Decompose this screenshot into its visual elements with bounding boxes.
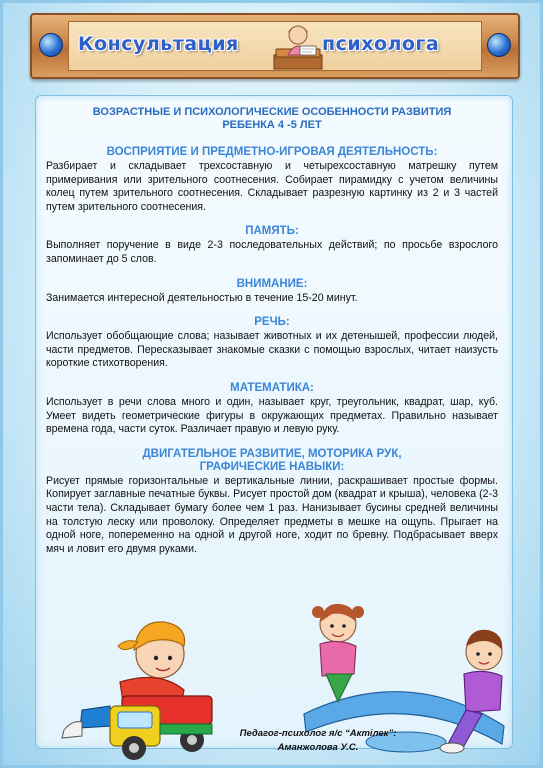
section-heading-motor-line1: ДВИГАТЕЛЬНОЕ РАЗВИТИЕ, МОТОРИКА РУК, [142, 447, 402, 460]
author-role: Педагог-психолог я/с “Актілек”: [239, 728, 397, 739]
author-signature [218, 727, 418, 755]
title-word-consultation: Консультация [78, 33, 239, 55]
header-banner [30, 13, 520, 79]
article [46, 106, 498, 556]
article-title [46, 106, 498, 132]
section-heading-math: МАТЕМАТИКА: [230, 381, 314, 394]
section-heading-memory: ПАМЯТЬ: [245, 225, 299, 238]
teacher-at-desk-icon [268, 19, 328, 71]
section-heading-perception: ВОСПРИЯТИЕ И ПРЕДМЕТНО-ИГРОВАЯ ДЕЯТЕЛЬНОСТЬ: [106, 146, 438, 158]
section-text-perception: Разбирает и складывает трехсоставную и четырехсоставную матрешку путем примеривания или зрительного соотнесения. Собирает пирамидку с учетом величины колец путем зрительного соотнесения. Складывает разрезную картинку из 2 и 3 частей путем зрительного соотнесения. [46, 160, 498, 213]
article-title-line2: РЕБЕНКА 4 -5 ЛЕТ [222, 119, 322, 131]
section-text-motor: Рисует прямые горизонтальные и вертикальные линии, раскрашивает простые формы. Копирует заглавные печатные буквы. Рисует простой дом (квадрат и крыша), человека (2-3 части тела). Складывает бумагу более чем 1 раз. Нанизывает бусины средней величины на толстую леску или проволоку. Определяет предметы в мешке на ощупь. Прыгает на одной ноге, попеременно на одной и другой ноге, ходит по бревну. Подбрасывает вверх мяч и ловит его двумя руками. [46, 474, 498, 555]
author-name: Аманжолова У.С. [277, 742, 359, 753]
section-heading-speech: РЕЧЬ: [254, 316, 290, 329]
title-word-psychologist: психолога [322, 33, 440, 55]
bolt-icon [487, 33, 511, 57]
section-text-math: Использует в речи слова много и один, называет круг, треугольник, квадрат, шар, куб. Умеет видеть геометрические фигуры в окружающих предметах. Правильно называет времена года, части суток. Различает правую и левую руку. [46, 395, 498, 436]
article-title-line1: ВОЗРАСТНЫЕ И ПСИХОЛОГИЧЕСКИЕ ОСОБЕННОСТИ РАЗВИТИЯ [92, 106, 452, 118]
boy-with-truck-illustration [52, 612, 222, 762]
section-heading-motor [46, 448, 498, 474]
section-heading-attention: ВНИМАНИЕ: [236, 277, 308, 290]
section-text-attention: Занимается интересной деятельностью в течение 15-20 минут. [46, 291, 358, 304]
section-text-memory: Выполняет поручение в виде 2-3 последовательных действий; по просьбе взрослого запоминает до 5 слов. [46, 239, 498, 265]
section-heading-motor-line2: ГРАФИЧЕСКИЕ НАВЫКИ: [199, 460, 345, 473]
bolt-icon [39, 33, 63, 57]
section-text-speech: Использует обобщающие слова; называет животных и их детенышей, профессии людей, части предметов. Пересказывает знакомые сказки с помощью взрослых, читает наизусть короткие стихотворения. [46, 330, 498, 370]
